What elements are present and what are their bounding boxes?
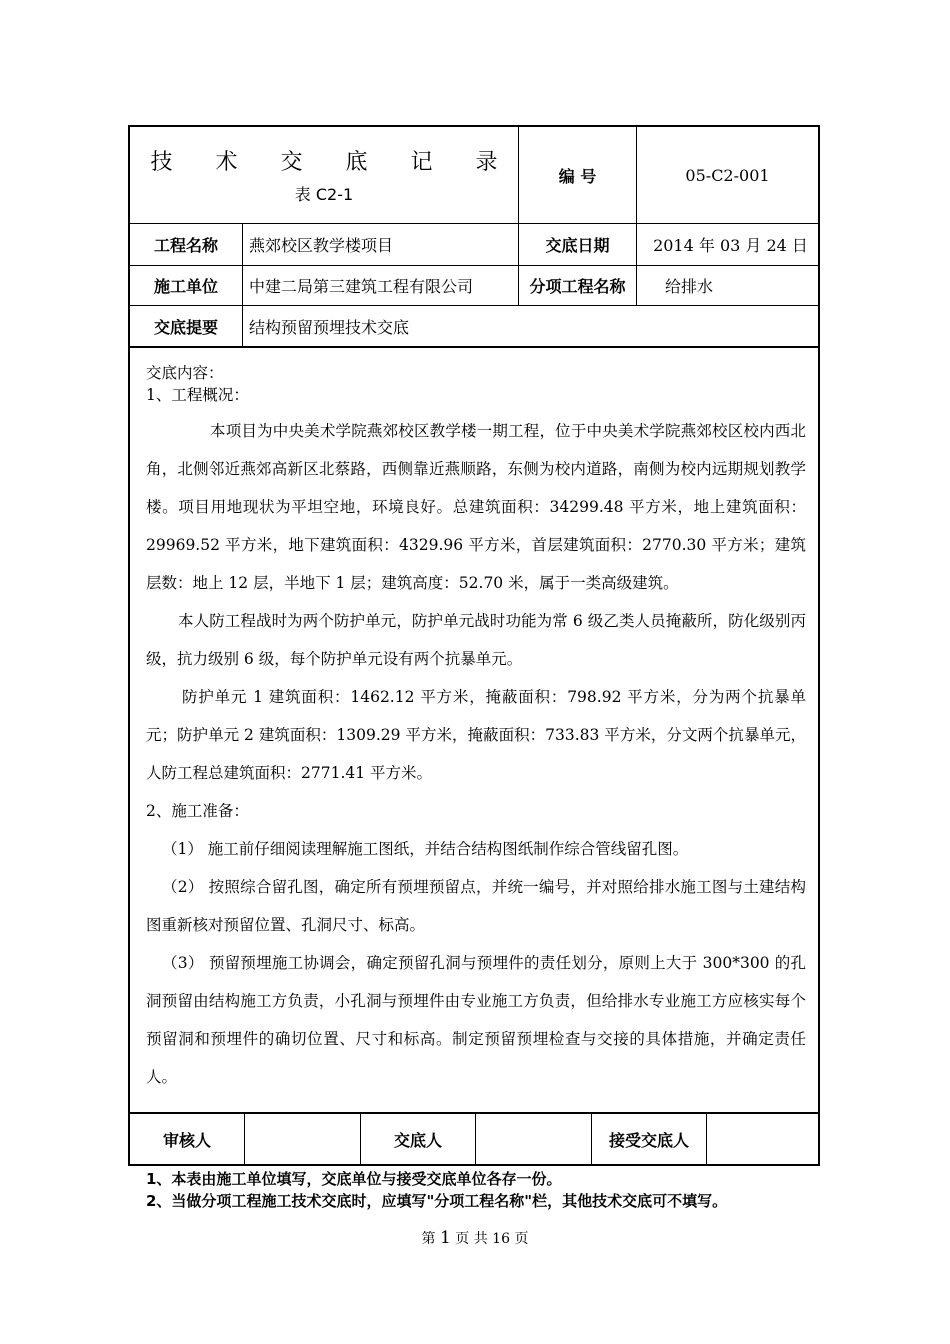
project-name-value: 燕郊校区教学楼项目	[243, 224, 519, 265]
prep-item-1: （1） 施工前仔细阅读理解施工图纸，并结合结构图纸制作综合管线留孔图。	[162, 840, 689, 858]
builder-label: 施工单位	[130, 266, 243, 305]
title-cell	[130, 127, 519, 223]
builder-row	[130, 266, 818, 306]
footer-middle: 页 共	[455, 1231, 488, 1247]
date-value: 2014 年 03 月 24 日	[653, 236, 808, 255]
total-pages: 16	[492, 1231, 510, 1247]
discloser-field[interactable]	[476, 1114, 592, 1164]
summary-value: 结构预留预埋技术交底	[249, 317, 410, 337]
project-name-label: 工程名称	[130, 224, 243, 265]
number-label: 编 号	[519, 127, 637, 223]
content-intro: 交底内容：	[146, 364, 224, 382]
subitem-value: 给排水	[665, 277, 714, 296]
project-row	[130, 224, 818, 266]
receiver-field[interactable]	[707, 1114, 818, 1164]
note-1: 1、本表由施工单位填写，交底单位与接受交底单位各存一份。	[146, 1170, 562, 1188]
form-code: 表 C2-1	[294, 185, 354, 204]
page-footer	[0, 1228, 950, 1248]
page-number: 1	[439, 1228, 451, 1248]
summary-label: 交底提要	[130, 306, 243, 346]
subitem-label: 分项工程名称	[519, 266, 637, 305]
note-2: 2、当做分项工程施工技术交底时，应填写"分项工程名称"栏，其他技术交底可不填写。	[146, 1192, 728, 1210]
signature-table	[128, 1112, 820, 1166]
document-title: 技 术 交 底 记 录	[150, 150, 516, 175]
overview-paragraph: 本项目为中央美术学院燕郊校区教学楼一期工程，位于中央美术学院燕郊校区校内西北角，北侧邻近燕郊高新区北蔡路，西侧靠近燕顺路，东侧为校内道路，南侧为校内远期规划教学楼。项目用地现状为平坦空地，环境良好。总建筑面积：34299.48 平方米，地上建筑面积：29969.52 平方米，地下建筑面积：4329.96 平方米，首层建筑面积：2770.30 平方米；建筑层数：地上 12 层，半地下 1 层；建筑高度：52.70 米，属于一类高级建筑。	[146, 422, 806, 592]
disclosure-content	[128, 344, 820, 1112]
title-row	[130, 127, 818, 224]
section-1-title: 1、工程概况：	[146, 386, 249, 404]
footer-prefix: 第	[421, 1231, 436, 1247]
discloser-label: 交底人	[361, 1114, 476, 1164]
header-table	[128, 125, 820, 348]
prep-item-2: （2） 按照综合留孔图，确定所有预埋预留点，并统一编号，并对照给排水施工图与土建结构图重新核对预留位置、孔洞尺寸、标高。	[146, 878, 806, 934]
civil-defense-paragraph: 本人防工程战时为两个防护单元，防护单元战时功能为常 6 级乙类人员掩蔽所，防化级别丙级，抗力级别 6 级，每个防护单元设有两个抗暴单元。	[146, 612, 806, 668]
date-label: 交底日期	[519, 224, 637, 265]
reviewer-field[interactable]	[245, 1114, 361, 1164]
protection-units-paragraph: 防护单元 1 建筑面积：1462.12 平方米，掩蔽面积：798.92 平方米，分为两个抗暴单元；防护单元 2 建筑面积：1309.29 平方米，掩蔽面积：733.83 平方米，分文两个抗暴单元，人防工程总建筑面积：2771.41 平方米。	[146, 688, 806, 782]
builder-value: 中建二局第三建筑工程有限公司	[243, 266, 519, 305]
footer-suffix: 页	[514, 1231, 529, 1247]
summary-row	[130, 306, 818, 346]
receiver-label: 接受交底人	[592, 1114, 707, 1164]
section-2-title: 2、施工准备：	[146, 802, 249, 820]
prep-item-3: （3） 预留预埋施工协调会，确定预留孔洞与预埋件的责任划分，原则上大于 300*300 的孔洞预留由结构施工方负责，小孔洞与预埋件由专业施工方负责，但给排水专业施工方应核实每个预留洞和预埋件的确切位置、尺寸和标高。制定预留预埋检查与交接的具体措施，并确定责任人。	[146, 954, 806, 1086]
reviewer-label: 审核人	[130, 1114, 245, 1164]
form-notes	[146, 1168, 727, 1212]
number-value: 05-C2-001	[685, 165, 770, 185]
